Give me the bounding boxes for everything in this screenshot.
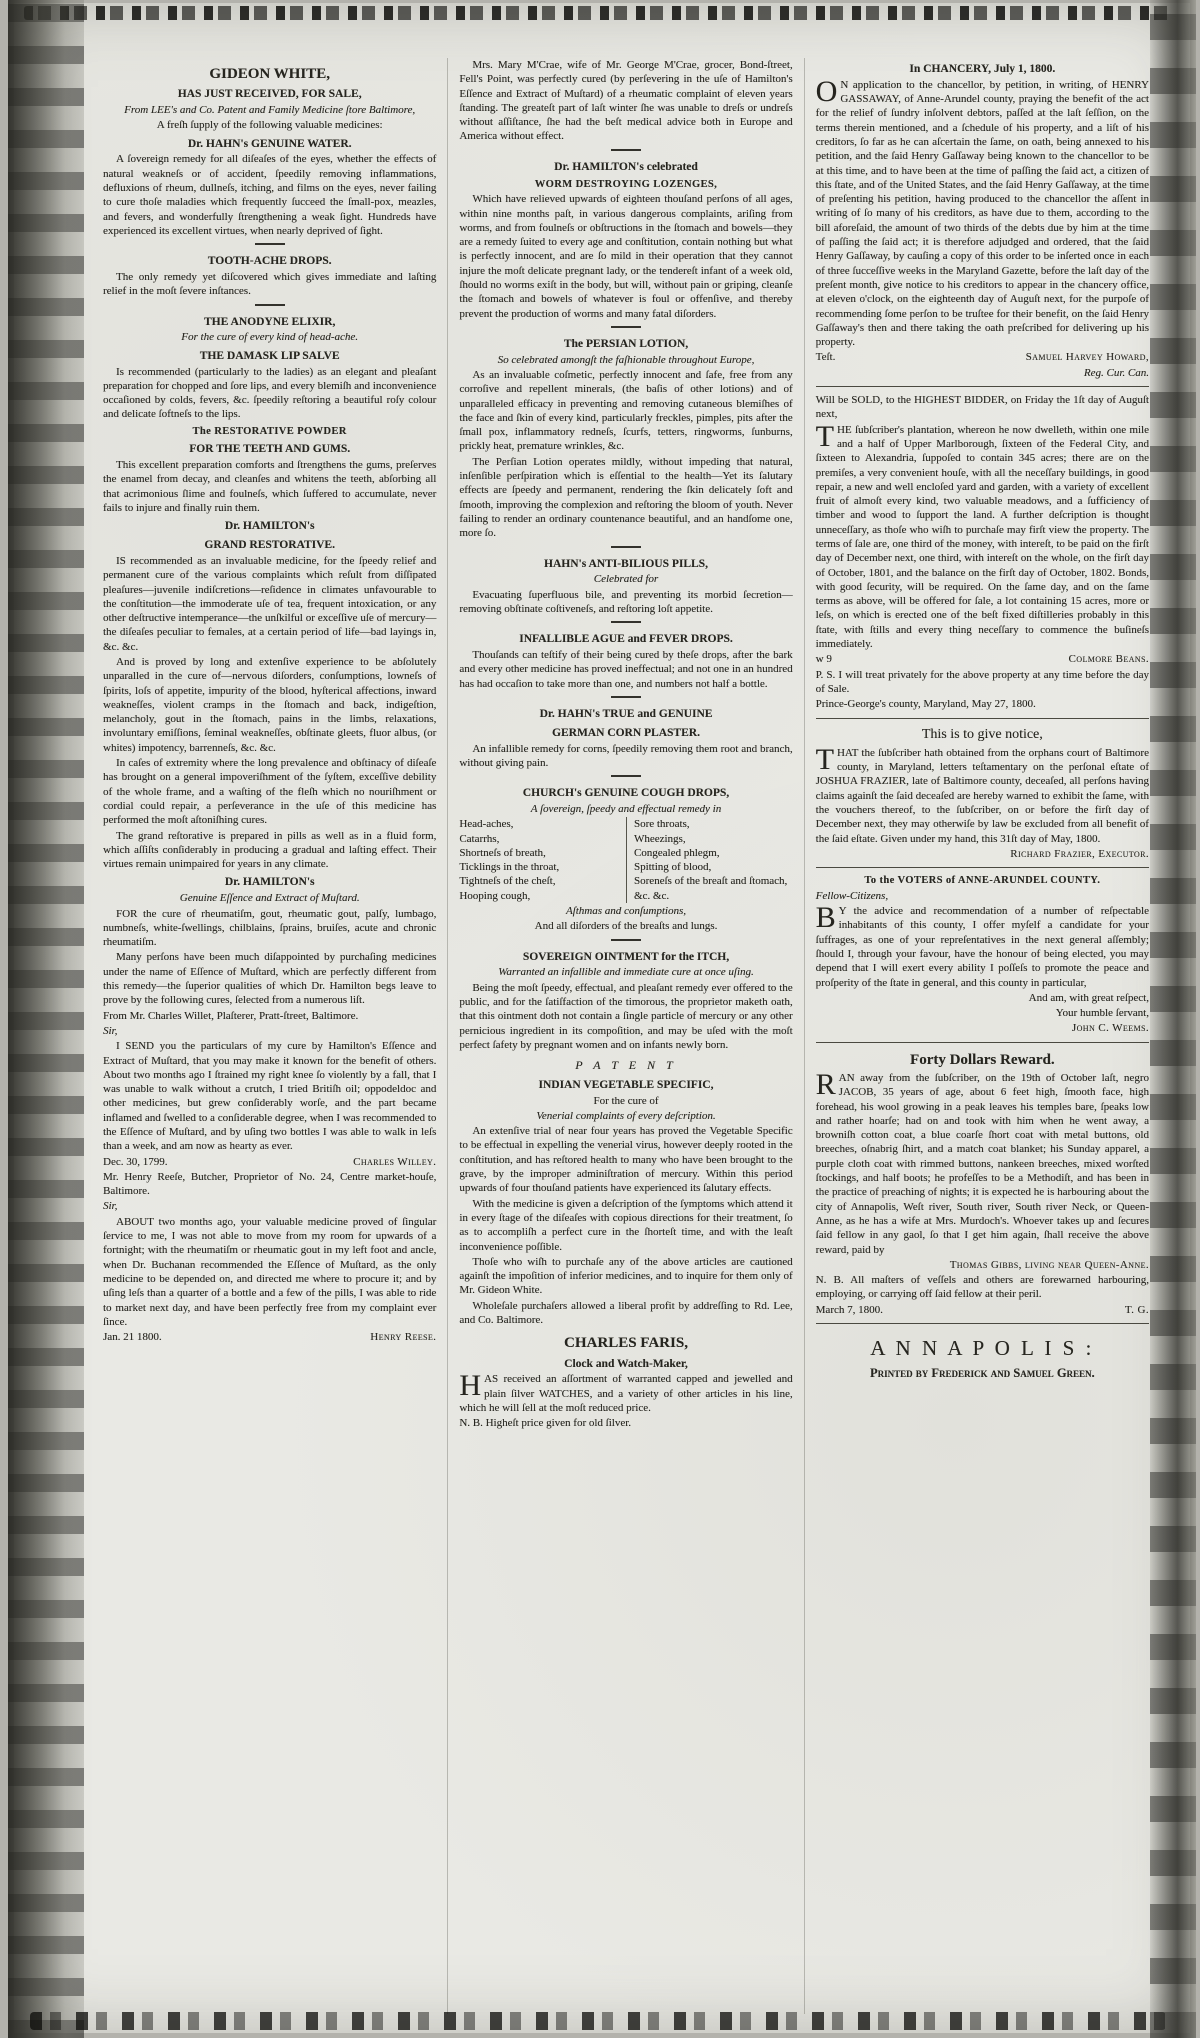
symptom-list: Head-aches, Catarrhs, Shortneſs of breath, Ticklings in the throat, Tightneſs of the cheſt, Hooping cough, Sore throats, Wheezings, Congealed phlegm, Spitting of blood, Soreneſs of the breaſt and ſtomach, &c. &c.: [459, 817, 792, 903]
article-paragraph: Is recommended (particularly to the ladies) as an elegant and pleaſant preparation for chopped and ſore lips, and every blemiſh and inconvenience occaſioned by colds, fevers, &c. ſpeedily reſtoring a beautiful roſy colour and delicate ſoftneſs to the lips.: [103, 365, 437, 421]
scan-edge-left: [8, 0, 84, 2038]
article-subtitle: Warranted an infallible and immediate cure at once uſing.: [498, 966, 754, 979]
signature-line: Thomas Gibbs, living near Queen-Anne.: [949, 1258, 1149, 1271]
signature-row: March 7, 1800. T. G.: [815, 1303, 1149, 1316]
article-subtitle: Venerial complaints of every deſcription.: [536, 1109, 716, 1122]
article-separator: [459, 322, 792, 333]
ad-heading-gideon-white: GIDEON WHITE,: [209, 66, 330, 82]
article-subtitle: A ſovereign, ſpeedy and effectual remedy in: [530, 802, 722, 815]
drop-cap: T: [815, 742, 834, 776]
article-paragraph: Thoſe who wiſh to purchaſe any of the above articles are cautioned againſt the impoſition of inferior medicines, and to inquire for them only of Mr. Gideon White.: [459, 1255, 793, 1297]
scan-edge-top: [24, 6, 1174, 20]
signature-row: Teſt. Samuel Harvey Howard,: [815, 351, 1149, 364]
article-subtitle: From LEE's and Co. Patent and Family Medicine ſtore Baltimore,: [124, 104, 416, 117]
article-paragraph: O N application to the chancellor, by petition, in writing, of HENRY GASSAWAY, of Anne-Arundel county, praying the benefit of the act for the relief of ſundry inſolvent debtors, paſſed at the laſt ſeſſion, on the terms therein mentioned, and a ſchedule of his property, and a liſt of his creditors, ſo far as he can aſcertain the ſame, on oath, being annexed to his petition, and the ſaid Henry Gaſſaway being known to the chancellor to be at this time, and to have been at the time of paſſing the ſaid act, a citizen of this ſtate, and of the United States, and the ſaid Henry Gaſſaway, at the time of preſenting his petition, having produced to the chancellor the aſſent in writing of ſo many of his creditors, as have due to them, according to the bill aforeſaid, the amount of two thirds of the debts due by him at the time of paſſing the ſaid act; it is therefore adjudged and ordered, that the ſaid Henry Gaſſaway, by cauſing a copy of this order to be inſerted once in each of three ſucceſſive weeks in the Maryland Gazette, before the laſt day of the preſent month, give notice to his creditors to appear in the chancery office, at eleven o'clock, on the eighteenth day of Auguſt next, for the purpoſe of recommending ſome perſon to be truſtee for their benefit, on the ſaid Henry Gaſſaway's then and there taking the oath preſcribed for delivering up his property.: [815, 74, 1149, 349]
article-separator: [459, 935, 792, 946]
article-paragraph: This excellent preparation comforts and ſtrengthens the gums, preſerves the enamel from decay, and cleanſes and whitens the teeth, abſorbing all that acrimonious ſlime and foulneſs, which ſuffered to accumulate, never fails to injure and finally ruin them.: [103, 459, 437, 515]
article-heading: GERMAN CORN PLASTER.: [552, 726, 700, 739]
article-paragraph: N. B. All maſters of veſſels and others are forewarned harbouring, employing, or carrying off ſaid fellow at their peril.: [815, 1274, 1149, 1301]
article-separator: [459, 145, 792, 156]
article-heading: Dr. HAMILTON's: [224, 876, 315, 889]
article-paragraph: B Y the advice and recommendation of a number of reſpectable inhabitants of this county, I offer myſelf a candidate for your ſuffrages, as one of your repreſentatives in the next general aſſembly; ſhould I, through your favour, have the honour of being elected, you may depend that I will exert every ability I poſſeſs to promote the peace and proſperity of the ſtate in general, and this county in particular,: [815, 901, 1149, 989]
article-paragraph: The grand reſtorative is prepared in pills as well as in a fluid form, which aſſiſts conſiderably in producing a gradual and laſting effect. Their virtues remain unimpaired for years in any climate.: [103, 829, 437, 871]
column-1: [92, 58, 447, 2014]
article-paragraph: With the medicine is given a deſcription of the ſymptoms which attend it in every ſtage of the diſeaſes with copious directions for their treatment, ſo as to accompliſh a perfect cure in the ſhorteſt time, and with the leaſt inconvenience poſſible.: [459, 1197, 793, 1253]
article-subtitle: And all diſorders of the breaſts and lungs.: [534, 920, 718, 933]
article-paragraph: The only remedy yet diſcovered which gives immediate and laſting relief in the moſt ſevere inſtances.: [103, 271, 437, 298]
imprint-city: A N N A P O L I S :: [870, 1336, 1095, 1361]
article-heading: Dr. HAHN's TRUE and GENUINE: [539, 707, 713, 720]
article-subtitle: For the cure of: [593, 1094, 659, 1107]
article-paragraph: In caſes of extremity where the long prevalence and obſtinacy of diſeaſe has brought on a general impoveriſhment of the ſyſtem, exceſſive debility of the whole frame, and a waſting of the fleſh which no nouriſhment or cordial could repair, a perſeverance in the uſe of this medicine has performed the moſt aſtoniſhing cures.: [103, 757, 437, 827]
notice-heading-voters: To the VOTERS of ANNE-ARUNDEL COUNTY.: [864, 875, 1101, 887]
article-subtitle: Genuine Eſſence and Extract of Muſtard.: [179, 892, 360, 905]
article-heading: INDIAN VEGETABLE SPECIFIC,: [538, 1078, 714, 1091]
article-paragraph: As an invaluable coſmetic, perfectly innocent and ſafe, free from any corroſive and repellent minerals, (the baſis of other lotions) and of unparalleled efficacy in preventing and removing cutaneous blemiſhes of the face and ſkin of every kind, particularly freckles, pimples, pits after the ſmall pox, inflammatory redneſs, ſcurfs, tetters, ringworms, ſunburns, prickly heat, premature wrinkles, &c.: [459, 368, 793, 453]
article-separator: [103, 239, 436, 250]
article-paragraph: Which have relieved upwards of eighteen thouſand perſons of all ages, within nine months paſt, in various dangerous complaints, ariſing from worms, and from foulneſs or obſtructions in the ſtomach and bowels—they are a remedy ſuited to every age and conſtitution, contain nothing but what is perfectly innocent, and are ſo mild in their operation that they cannot injure the moſt delicate pregnant lady, or the tendereſt infant of a week old, ſhould no worms exiſt in the body, but will, without pain or griping, cleanſe the ſtomach and bowels of whatever is foul or offenſive, and thereby prevent the production of worms and many fatal diſorders.: [459, 193, 793, 320]
article-heading: Dr. HAHN's GENUINE WATER.: [187, 137, 352, 150]
article-paragraph: THE ſubſcriber's plantation, whereon he now dwelleth, within one mile and a half of Upper Marlborough, ſixteen of the Federal City, and ſixteen to Alexandria, ſuppoſed to contain 345 acres; there are on the premiſes, a very convenient houſe, with all the neceſſary buildings, in good repair, a new and well encloſed yard and garden, with a variety of excellent fruit of almoſt every kind, two valuable meadows, and a ſufficiency of timber and wood to ſupport the land. A further deſcription is thought unneceſſary, as thoſe who wiſh to purchaſe may firſt view the property. The terms of ſale are, one third of the money, with intereſt, to be paid on the firſt day of December next, one third, with intereſt on the whole, on the firſt day of October, 1801, and the balance on the firſt day of October, 1802. Bonds, with good ſecurity, will be required. On the ſame day, and on the ſame terms as above, will be offered for ſale, a lot containing 15 acres, more or leſs, on which is erected one of the beſt fixed diſtilleries probably in this ſtate, with ſtills and every thing neceſſary to commence the buſineſs immediately.: [815, 419, 1149, 651]
drop-cap: B: [815, 901, 836, 935]
salutation: Sir,: [103, 1200, 118, 1213]
article-subtitle: For the cure of every kind of head-ache.: [181, 331, 359, 344]
article-heading: The PERSIAN LOTION,: [563, 337, 689, 350]
article-heading: TOOTH-ACHE DROPS.: [207, 255, 332, 268]
drop-cap: H: [459, 1369, 481, 1403]
column-rule: [816, 1323, 1149, 1325]
article-paragraph: Evacuating ſuperfluous bile, and preventing its morbid ſecretion—removing obſtinate coſtiveneſs, and reſtoring loſt appetite.: [459, 588, 793, 615]
column-3: [804, 58, 1160, 2014]
article-paragraph: THAT the ſubſcriber hath obtained from the orphans court of Baltimore county, in Maryland, letters teſtamentary on the perſonal eſtate of JOSHUA FRAZIER, late of Baltimore county, deceaſed, all perſons having claims againſt the ſaid deceaſed are hereby warned to exhibit the ſame, with the vouchers thereof, to the ſubſcriber, on or before the firſt day of December next, they may otherwiſe by law be excluded from all benefit of the ſaid eſtate. Given under my hand, this 31ſt day of May, 1800.: [815, 742, 1149, 845]
article-subtitle: Aſthmas and conſumptions,: [565, 904, 687, 917]
column-rule: [816, 1042, 1149, 1044]
article-paragraph: And is proved by long and extenſive experience to be abſolutely unparalled in the cure of—nervous diſorders, conſumptions, lowneſs of ſpirits, loſs of appetite, impurity of the blood, hyſterical affections, inward weakneſſes, violent cramps in the ſtomach and back, indigeſtion, melancholy, gout in the ſtomach, pains in the limbs, relaxations, involuntary emiſſions, ſeminal weakneſſes, obſtinate gleets, fluor albus, (or whites) impotency, barrenneſs, &c. &c.: [103, 655, 437, 754]
ad-heading-charles-faris: CHARLES FARIS,: [564, 1335, 688, 1352]
article-heading: CHURCH's GENUINE COUGH DROPS,: [522, 787, 730, 800]
signature-row: w 9 Colmore Beans.: [815, 653, 1149, 666]
article-subtitle: A freſh ſupply of the following valuable medicines:: [156, 119, 383, 132]
signature-row: Dec. 30, 1799. Charles Willey.: [103, 1155, 437, 1168]
article-paragraph: ABOUT two months ago, your valuable medicine proved of ſingular ſervice to me, I was not able to move from my room for upwards of a fortnight; with the rheumatiſm or rheumatic gout in my left foot and ancle, when Dr. Buchanan recommended the Eſſence of Muſtard, as the only medicine to be depended on, and directed me where to procure it; and by uſing leſs than a quarter of a bottle and a few of the pills, I was able to ride to market next day, and have been perfectly free from my complaint ever ſince.: [103, 1215, 437, 1328]
article-heading: HAS JUST RECEIVED, FOR SALE,: [177, 88, 362, 101]
article-heading: THE DAMASK LIP SALVE: [199, 349, 340, 362]
article-paragraph: N. B. Higheſt price given for old ſilver.: [459, 1417, 632, 1430]
signature-line: John C. Weems.: [1071, 1022, 1149, 1035]
column-rule: [816, 386, 1149, 388]
article-paragraph: Prince-George's county, Maryland, May 27, 1800.: [815, 698, 1036, 711]
ad-heading-forty-dollars-reward: Forty Dollars Reward.: [910, 1051, 1055, 1068]
article-paragraph: Being the moſt ſpeedy, effectual, and pleaſant remedy ever offered to the public, and for the ſatiſfaction of the timorous, the proprietor maketh oath, that this ointment doth not contain a ſingle particle of mercury or any other pernicious ingredient in its compoſition, and may be uſed with the moſt perfect ſafety by pregnant women and on infants newly born.: [459, 981, 793, 1051]
scan-edge-bottom: [30, 2012, 1166, 2030]
article-paragraph: An extenſive trial of near four years has proved the Vegetable Specific to be effectual in expelling the venerial virus, however deeply rooted in the conſtitution, and has reſtored health to many who have been brought to the grave, by the improper adminiſtration of mercury. Within this period upwards of four thouſand patients have experienced its ſalutary effects.: [459, 1125, 793, 1195]
drop-cap: R: [815, 1067, 836, 1101]
article-paragraph: IS recommended as an invaluable medicine, for the ſpeedy relief and permanent cure of the various complaints which reſult from diſſipated pleaſures—juvenile indiſcretions—reſidence in climates unfavourable to the conſtitution—the immoderate uſe of tea, frequent intoxication, or any other deſtructive intemperance—the unſkilful or exceſſive uſe of mercury—the diſeaſes peculiar to females, at a certain period of life—bad layings in, &c. &c.: [103, 554, 437, 653]
salutation: Sir,: [103, 1024, 118, 1037]
article-paragraph: Wholeſale purchaſers allowed a liberal profit by addreſſing to Rd. Lee, and Co. Baltimore.: [459, 1299, 793, 1326]
article-separator: [459, 617, 792, 628]
article-paragraph: An infallible remedy for corns, ſpeedily removing them root and branch, without giving pain.: [459, 742, 793, 769]
article-paragraph: Thouſands can teſtify of their being cured by theſe drops, after the bark and every other medicine has proved ineffectual; and not one in an hundred has had occaſion to take more than one, and numbers not half a bottle.: [459, 649, 793, 690]
column-rule: [816, 867, 1149, 869]
article-paragraph: HAS received an aſſortment of warranted capped and jewelled and plain ſilver WATCHES, and a variety of other articles in his line, which he will ſell at the moſt reduced price.: [459, 1369, 793, 1414]
signature-line: Richard Frazier, Executor.: [1010, 847, 1149, 860]
column-2: [447, 58, 803, 2014]
article-separator: [103, 300, 436, 311]
article-paragraph: FOR the cure of rheumatiſm, gout, rheumatic gout, palſy, lumbago, numbneſs, white-ſwellings, chilblains, ſprains, bruiſes, acute and chronic rheumatiſm.: [103, 907, 437, 949]
article-heading: SOVEREIGN OINTMENT for the ITCH,: [522, 950, 730, 963]
article-paragraph: From Mr. Charles Willet, Plaſterer, Pratt-ſtreet, Baltimore.: [103, 1009, 359, 1022]
article-heading: HAHN's ANTI-BILIOUS PILLS,: [544, 557, 708, 570]
article-separator: [459, 692, 792, 703]
page-content: [92, 58, 1160, 2014]
notice-heading-chancery: In CHANCERY, July 1, 1800.: [909, 63, 1056, 75]
article-paragraph: The Perſian Lotion operates mildly, without impeding that natural, inſenſible perſpiration which is eſſential to the health—Yet its ſalutary effects are ſpeedy and permanent, rendering the ſkin delicately ſoft and ſmooth, improving the complexion and reſtoring the bloom of youth. Never failing to render an ordinary countenance beautiful, and an handſome one, more ſo.: [459, 455, 793, 540]
article-heading: INFALLIBLE AGUE and FEVER DROPS.: [519, 633, 733, 646]
article-paragraph: Mr. Henry Reeſe, Butcher, Proprietor of No. 24, Centre market-houſe, Baltimore.: [103, 1170, 437, 1198]
notice-heading-give-notice: This is to give notice,: [921, 726, 1043, 742]
article-heading: Dr. HAMILTON's celebrated: [554, 160, 698, 173]
drop-cap: O: [815, 74, 838, 108]
salutation: Fellow-Citizens,: [815, 889, 889, 902]
article-paragraph: Many perſons have been much diſappointed by purchaſing medicines under the name of Eſſence of Muſtard, which are perfectly different from this remedy—the ſuperior qualities of which Dr. Hamilton begs leave to prove by the following cures, ſelected from a numerous liſt.: [103, 951, 437, 1007]
column-rule: [816, 718, 1149, 720]
article-paragraph: A ſovereign remedy for all diſeaſes of the eyes, whether the effects of natural weakneſs or of accident, ſpeedily removing inflammations, defluxions of rheum, dullneſs, itching, and films on the eyes, never failing to cure thoſe maladies which frequently ſucceed the ſmall-pox, meazles, and fevers, and wonderfully ſtrengthening a weak ſight. Hundreds have experienced its excellent virtues, when nearly deprived of ſight.: [103, 153, 437, 237]
closing-line: And am, with great reſpect,: [1028, 991, 1149, 1004]
article-subtitle: Celebrated for: [593, 573, 659, 586]
article-paragraph: Will be SOLD, to the HIGHEST BIDDER, on Friday the 1ſt day of Auguſt next,: [815, 394, 1149, 421]
article-paragraph: I SEND you the particulars of my cure by Hamilton's Eſſence and Extract of Muſtard, that you may make it known for the benefit of others. About two months ago I ſtrained my right knee ſo violently by a fall, that I was unable to walk without a crutch, I tried Britiſh oil; oppodeldoc and other medicines, but grew conſiderably worſe, and the part became inflamed and ſwelled to a conſiderable degree, when I was recommended to the Eſſence of Muſtard, and by uſing two bottles I was able to walk in leſs than a week, and am now as hearty as ever.: [103, 1040, 437, 1153]
article-heading: THE ANODYNE ELIXIR,: [204, 315, 336, 328]
article-heading: The RESTORATIVE POWDER: [192, 425, 347, 437]
article-paragraph: Mrs. Mary M'Crae, wife of Mr. George M'Crae, grocer, Bond-ſtreet, Fell's Point, was perfectly cured (by perſevering in the uſe of Hamilton's Eſſence and Extract of Muſtard) of a rheumatic complaint of eleven years ſtanding. The greateſt part of laſt winter ſhe was unable to dreſs or undreſs without aſſiſtance, ſhe had the beſt medical advice both in Europe and America without effect.: [459, 59, 793, 143]
imprint-line: Printed by Frederick and Samuel Green.: [869, 1366, 1095, 1381]
closing-line: Reg. Cur. Can.: [1083, 366, 1149, 379]
article-heading: FOR THE TEETH AND GUMS.: [189, 443, 351, 456]
article-heading: Clock and Watch-Maker,: [564, 1357, 688, 1370]
article-separator: [459, 542, 792, 553]
scan-edge-right: [1150, 0, 1196, 2038]
drop-cap: T: [815, 419, 834, 453]
article-heading: GRAND RESTORATIVE.: [204, 539, 335, 552]
article-paragraph: P. S. I will treat privately for the above property at any time before the day of Sale.: [815, 668, 1149, 695]
article-heading: WORM DESTROYING LOZENGES,: [534, 178, 718, 190]
article-heading: Dr. HAMILTON's: [224, 520, 315, 533]
article-paragraph: RAN away from the ſubſcriber, on the 19th of October laſt, negro JACOB, 35 years of age, about 6 feet high, ſmooth face, high forehead, his wool growing in a peak leaves his temples bare, ſpeaks low and rather hoarſe; had on and took with him when he went away, a browniſh cotton coat, a blue coarſe ſhort coat with metal buttons, old breeches, oſnabrig ſhirt, and a match coat blanket; his Sunday apparel, a purple cloth coat with rimmed buttons, nankeen breeches, mixed worſted ſtockings, and half boots; he profeſſes to be a Methodiſt, and has been in the practice of preaching of nights; it is expected he is harbouring about the city of Annapolis, Weſt river, South river, South river Neck, or Queen-Anne, as he has a wife at Mrs. Murdoch's. Whoever takes up and ſecures ſaid fellow in any gaol, ſo that I get him again, ſhall receive the above reward, paid by: [815, 1067, 1149, 1256]
article-heading: P A T E N T: [575, 1058, 677, 1073]
signature-row: Jan. 21 1800. Henry Reeſe.: [103, 1331, 437, 1344]
closing-line: Your humble ſervant,: [1055, 1007, 1149, 1020]
article-separator: [459, 771, 792, 782]
article-subtitle: So celebrated amongſt the faſhionable throughout Europe,: [497, 353, 755, 366]
